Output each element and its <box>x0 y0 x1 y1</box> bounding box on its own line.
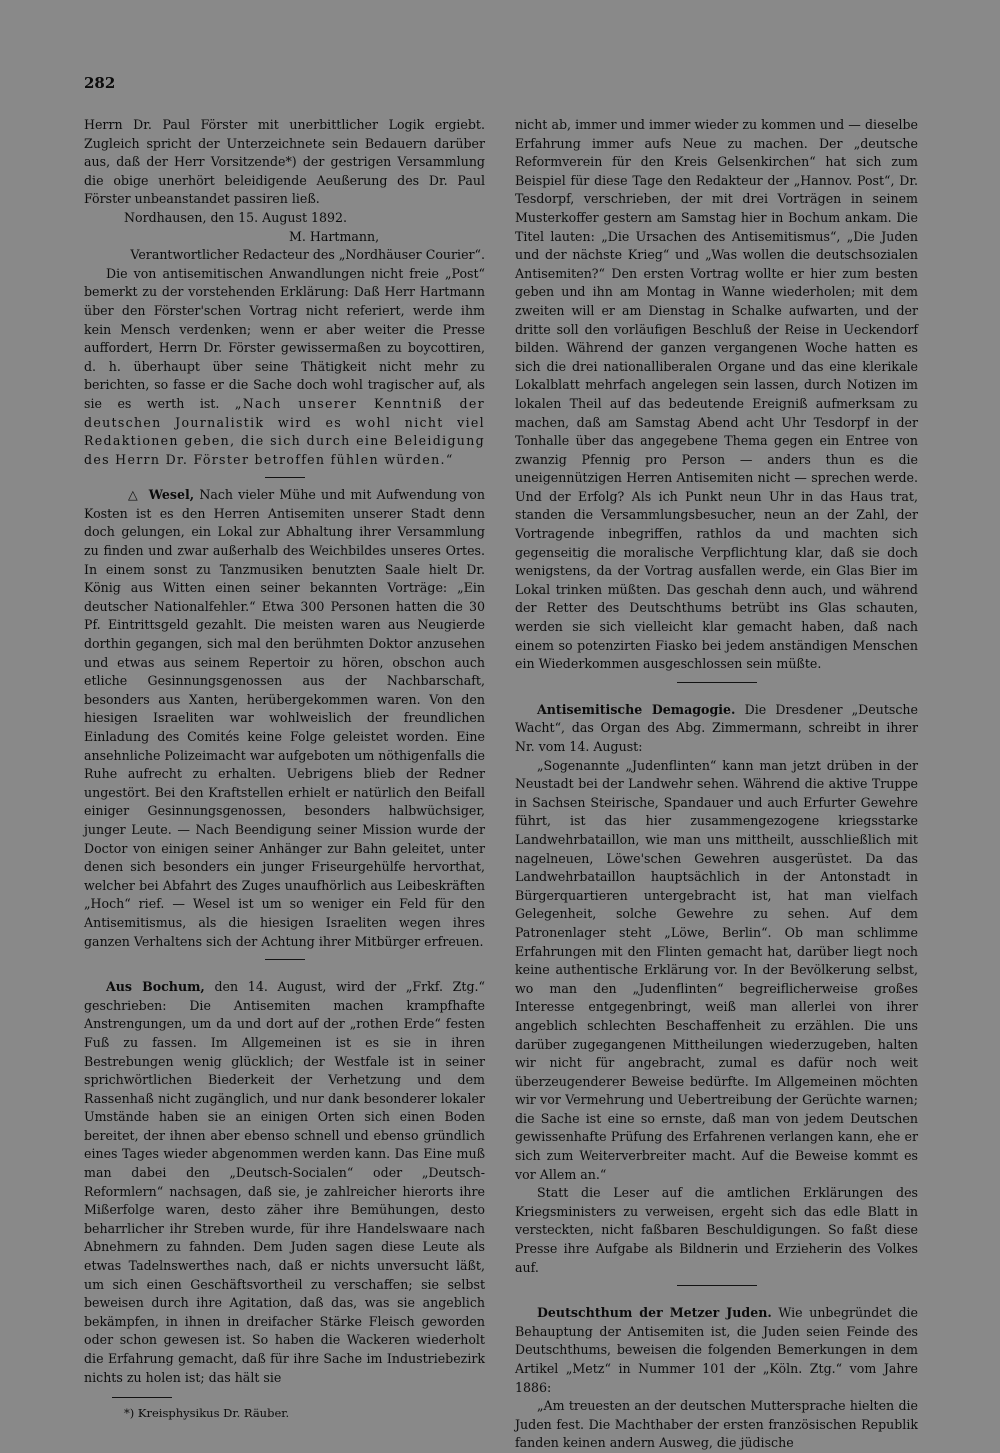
article-heading-demagogie: Antisemitische Demagogie. <box>537 701 736 717</box>
triangle-icon: △ <box>128 487 138 503</box>
paragraph-hartmann-declaration: Herrn Dr. Paul Förster mit unerbittlicher Logik ergiebt. Zugleich spricht der Unterzeichnete sein Bedauern darüber aus, daß der Herr Vorsitzende*) der gestrigen Versammlung die obige unerhört beleidigende Aeußerung des Dr. Paul Förster unbeanstandet passiren ließ. <box>84 117 485 207</box>
right-column <box>515 116 918 1453</box>
left-column <box>84 116 485 1423</box>
footnote-rule <box>112 1397 172 1398</box>
paragraph-post-comment: Die von antisemitischen Anwandlungen nicht freie „Post“ bemerkt zu der vorstehenden Erklärung: Daß Herr Hartmann über den Förster'schen Vortrag nicht referiert, werde ihm kein Mensch verdenken; wenn er aber weiter die Presse auffordert, Herrn Dr. Förster gewissermaßen zu boycottiren, d. h. überhaupt über seine Thätigkeit nicht mehr zu berichten, so fasse er die Sache doch wohl tragischer auf, als sie es werth ist. <box>84 265 485 411</box>
quote-metzer: „Am treuesten an der deutschen Muttersprache hielten die Juden fest. Die Machthaber der ersten französischen Republik fanden keinen andern Ausweg, die jüdische <box>515 1398 918 1451</box>
quote-judenflinten: „Sogenannte „Judenflinten“ kann man jetzt drüben in der Neustadt bei der Landwehr sehen. Während die aktive Truppe in Sachsen Steirische, Spandauer und auch Erfurter Gewehre führt, ist das hier zusammengezogene kriegsstarke Landwehrbataillon, wie man uns mittheilt, ausschließlich mit nagelneuen, Löwe'schen Gewehren ausgerüstet. Da das Landwehrbataillon hauptsächlich in der Antonstadt in Bürgerquartieren untergebracht ist, hat man vielfach Gelegenheit, solche Gewehre zu sehen. Auf dem Patronenlager steht „Löwe, Berlin“. Ob man schlimme Erfahrungen mit den Flinten gemacht hat, darüber liegt noch keine authentische Erklärung vor. In der Bevölkerung selbst, wo man den „Judenflinten“ begreiflicherweise großes Interesse entgegenbringt, weiß man allerlei von ihrer angeblich schlechten Beschaffenheit zu erzählen. Die uns darüber zugegangenen Mittheilungen wiederzugeben, halten wir nicht für angebracht, zumal es dafür noch weit überzeugenderer Beweise bedürfte. Im Allgemeinen möchten wir vor Vermehrung und Uebertreibung der Gerüchte warnen; die Sache ist eine so ernste, daß man von jedem Deutschen gewissenhafte Prüfung des Erfahrenen verlangen kann, ehe er sich zum Weiterverbreiter macht. Auf die Beweise kommt es vor Allem an.“ <box>515 757 918 1182</box>
signer-name: M. Hartmann, <box>289 228 380 244</box>
divider <box>677 682 757 683</box>
article-heading-bochum: Aus Bochum, <box>106 979 205 995</box>
article-body-bochum: den 14. August, wird der „Frkf. Ztg.“ geschrieben: Die Antisemiten machen krampfhafte Anstrengungen, um da und dort auf der „rothen Erde“ festen Fuß zu fassen. Im Allgemeinen ist es sie in ihren Bestrebungen wenig glücklich; der Westfale ist in seiner sprichwörtlichen Biederkeit der Verhetzung und dem Rassenhaß nicht zugänglich, und nur dank besonderer lokaler Umstände haben sie an einigen Orten sich einen Boden bereitet, der ihnen aber ebenso schnell und ebenso gründlich eines Tages wieder abgenommen werden kann. Das Eine muß man dabei den „Deutsch-Socialen“ oder „Deutsch-Reformlern“ nachsagen, daß sie, je zahlreicher hierorts ihre Mißerfolge waren, desto zäher ihre Bemühungen, desto beharrlicher ihr Streben wurde, für ihre Handelswaare nach Abnehmern zu fahnden. Dem Juden sagen diese Leute als etwas Tadelnswerthes nach, daß er nichts unversucht läßt, um sich einen Geschäftsvortheil zu verschaffen; sie selbst beweisen durch ihre Agitation, daß das, was sie angeblich bekämpfen, in ihnen in dreifacher Stärke Fleisch geworden oder schon gewesen ist. So haben die Wackeren wiederholt die Erfahrung gemacht, daß für ihre Sache im Industriebezirk nichts zu holen ist; das hält sie <box>84 979 485 1385</box>
divider <box>677 1285 757 1286</box>
divider <box>265 959 305 960</box>
article-body-metzer: Wie unbegründet die Behauptung der Antisemiten ist, die Juden seien Feinde des Deutschthums, beweisen die folgenden Bemerkungen in dem Artikel „Metz“ in Nummer 101 der „Köln. Ztg.“ vom Jahre 1886: <box>515 1305 918 1395</box>
page-number: 282 <box>84 74 116 92</box>
footnote: *) Kreisphysikus Dr. Räuber. <box>124 1406 290 1421</box>
article-heading-metzer: Deutschthum der Metzer Juden. <box>537 1305 772 1321</box>
article-body-wesel: Nach vieler Mühe und mit Aufwendung von Kosten ist es den Herren Antisemiten unserer Stadt denn doch gelungen, ein Lokal zur Abhaltung ihrer Versammlung zu finden und zwar außerhalb des Weichbildes unseres Ortes. In einem sonst zu Tanzmusiken benutzten Saale hielt Dr. König aus Witten einen seiner bekannten Vorträge: „Ein deutscher Nationalfehler.“ Etwa 300 Personen hatten die 30 Pf. Eintrittsgeld gezahlt. Die meisten waren aus Neugierde dorthin gegangen, sich mal den berühmten Doktor anzusehen und etwas aus seinem Repertoir zu hören, obschon auch etliche Gesinnungsgenossen aus der Nachbarschaft, besonders aus Xanten, herübergekommen waren. Von den hiesigen Israeliten war wohlweislich der freundlichen Einladung des Comités keine Folge geleistet worden. Eine ansehnliche Polizeimacht war aufgeboten um nöthigenfalls die Ruhe aufrecht zu erhalten. Uebrigens blieb der Redner ungestört. Bei den Kraftstellen erhielt er natürlich den Beifall einiger Gesinnungsgenossen, besonders halbwüchsiger, junger Leute. — Nach Beendigung seiner Mission wurde der Doctor von einigen seiner Anhänger zur Bahn geleitet, unter denen sich besonders ein junger Friseurgehülfe hervorthat, welcher bei Abfahrt des Zuges unaufhörlich aus Leibeskräften „Hoch“ rief. — Wesel ist um so weniger ein Feld für den Antisemitismus, als die hiesigen Israeliten wegen ihres ganzen Verhaltens sich der Achtung ihrer Mitbürger erfreuen. <box>84 487 486 949</box>
article-heading-wesel: Wesel, <box>148 487 195 503</box>
article-body-bochum-continued: nicht ab, immer und immer wieder zu kommen und — dieselbe Erfahrung immer aufs Neue zu machen. Der „deutsche Reformverein für den Kreis Gelsenkirchen“ hat sich zum Beispiel für diese Tage den Redakteur der „Hannov. Post“, Dr. Tesdorpf, verschrieben, der mit drei Vorträgen in seinem Musterkoffer gestern am Samstag hier in Bochum ankam. Die Titel lauten: „Die Ursachen des Antisemitismus“, „Die Juden und der nächste Krieg“ und „Was wollen die deutschsozialen Antisemiten?“ Den ersten Vortrag wollte er hier zum besten geben und ihn am Montag in Wanne wiederholen; mit dem zweiten will er am Dienstag in Schalke aufwarten, und der dritte soll den vorläufigen Beschluß der Reise in Ueckendorf bilden. Während der ganzen vergangenen Woche hatten es sich die drei nationalliberalen Organe und das eine klerikale Lokalblatt mehrfach angelegen sein lassen, durch Notizen im lokalen Theil auf das bedeutende Ereigniß aufmerksam zu machen, daß am Samstag Abend acht Uhr Tesdorpf in der Tonhalle über das angegebene Thema gegen ein Entree von zwanzig Pfennig pro Person — anders thun es die uneigennützigen Herren Antisemiten nicht — sprechen werde. Und der Erfolg? Als ich Punkt neun Uhr in das Haus trat, standen die Versammlungsbesucher, neun an der Zahl, der Vortragende inbegriffen, rathlos da und machten sich gegenseitig die moralische Verpflichtung klar, daß sie doch wenigstens, da der Vortrag ausfallen werde, ein Glas Bier im Lokal trinken müßten. Das geschah denn auch, und während der Retter des Deutschthums betrübt ins Glas schauten, werden sie sich vielleicht klar gemacht haben, daß nach einem so potenzirten Fiasko bei jedem anständigen Menschen ein Wiederkommen ausgeschlossen sein müßte. <box>515 117 918 672</box>
article-body-demagogie: Die Dresdener „Deutsche Wacht“, das Organ des Abg. Zimmermann, schreibt in ihrer Nr. vom 14. August: <box>515 701 918 754</box>
signer-title: Verantwortlicher Redacteur des „Nordhäuser Courier“. <box>130 247 485 263</box>
divider <box>265 477 305 478</box>
dateline: Nordhausen, den 15. August 1892. <box>124 209 348 225</box>
paragraph-statt: Statt die Leser auf die amtlichen Erklärungen des Kriegsministers zu verweisen, ergeht sich das edle Blatt in versteckten, nicht faßbaren Beschuldigungen. So faßt diese Presse ihre Aufgabe als Bildnerin und Erzieherin des Volkes auf. <box>515 1185 918 1275</box>
paragraph-post-quote: „Nach unserer Kenntniß der deutschen Journalistik wird es wohl nicht viel Redaktionen geben, die sich durch eine Beleidigung des Herrn Dr. Förster betroffen fühlen würden.“ <box>84 395 485 467</box>
